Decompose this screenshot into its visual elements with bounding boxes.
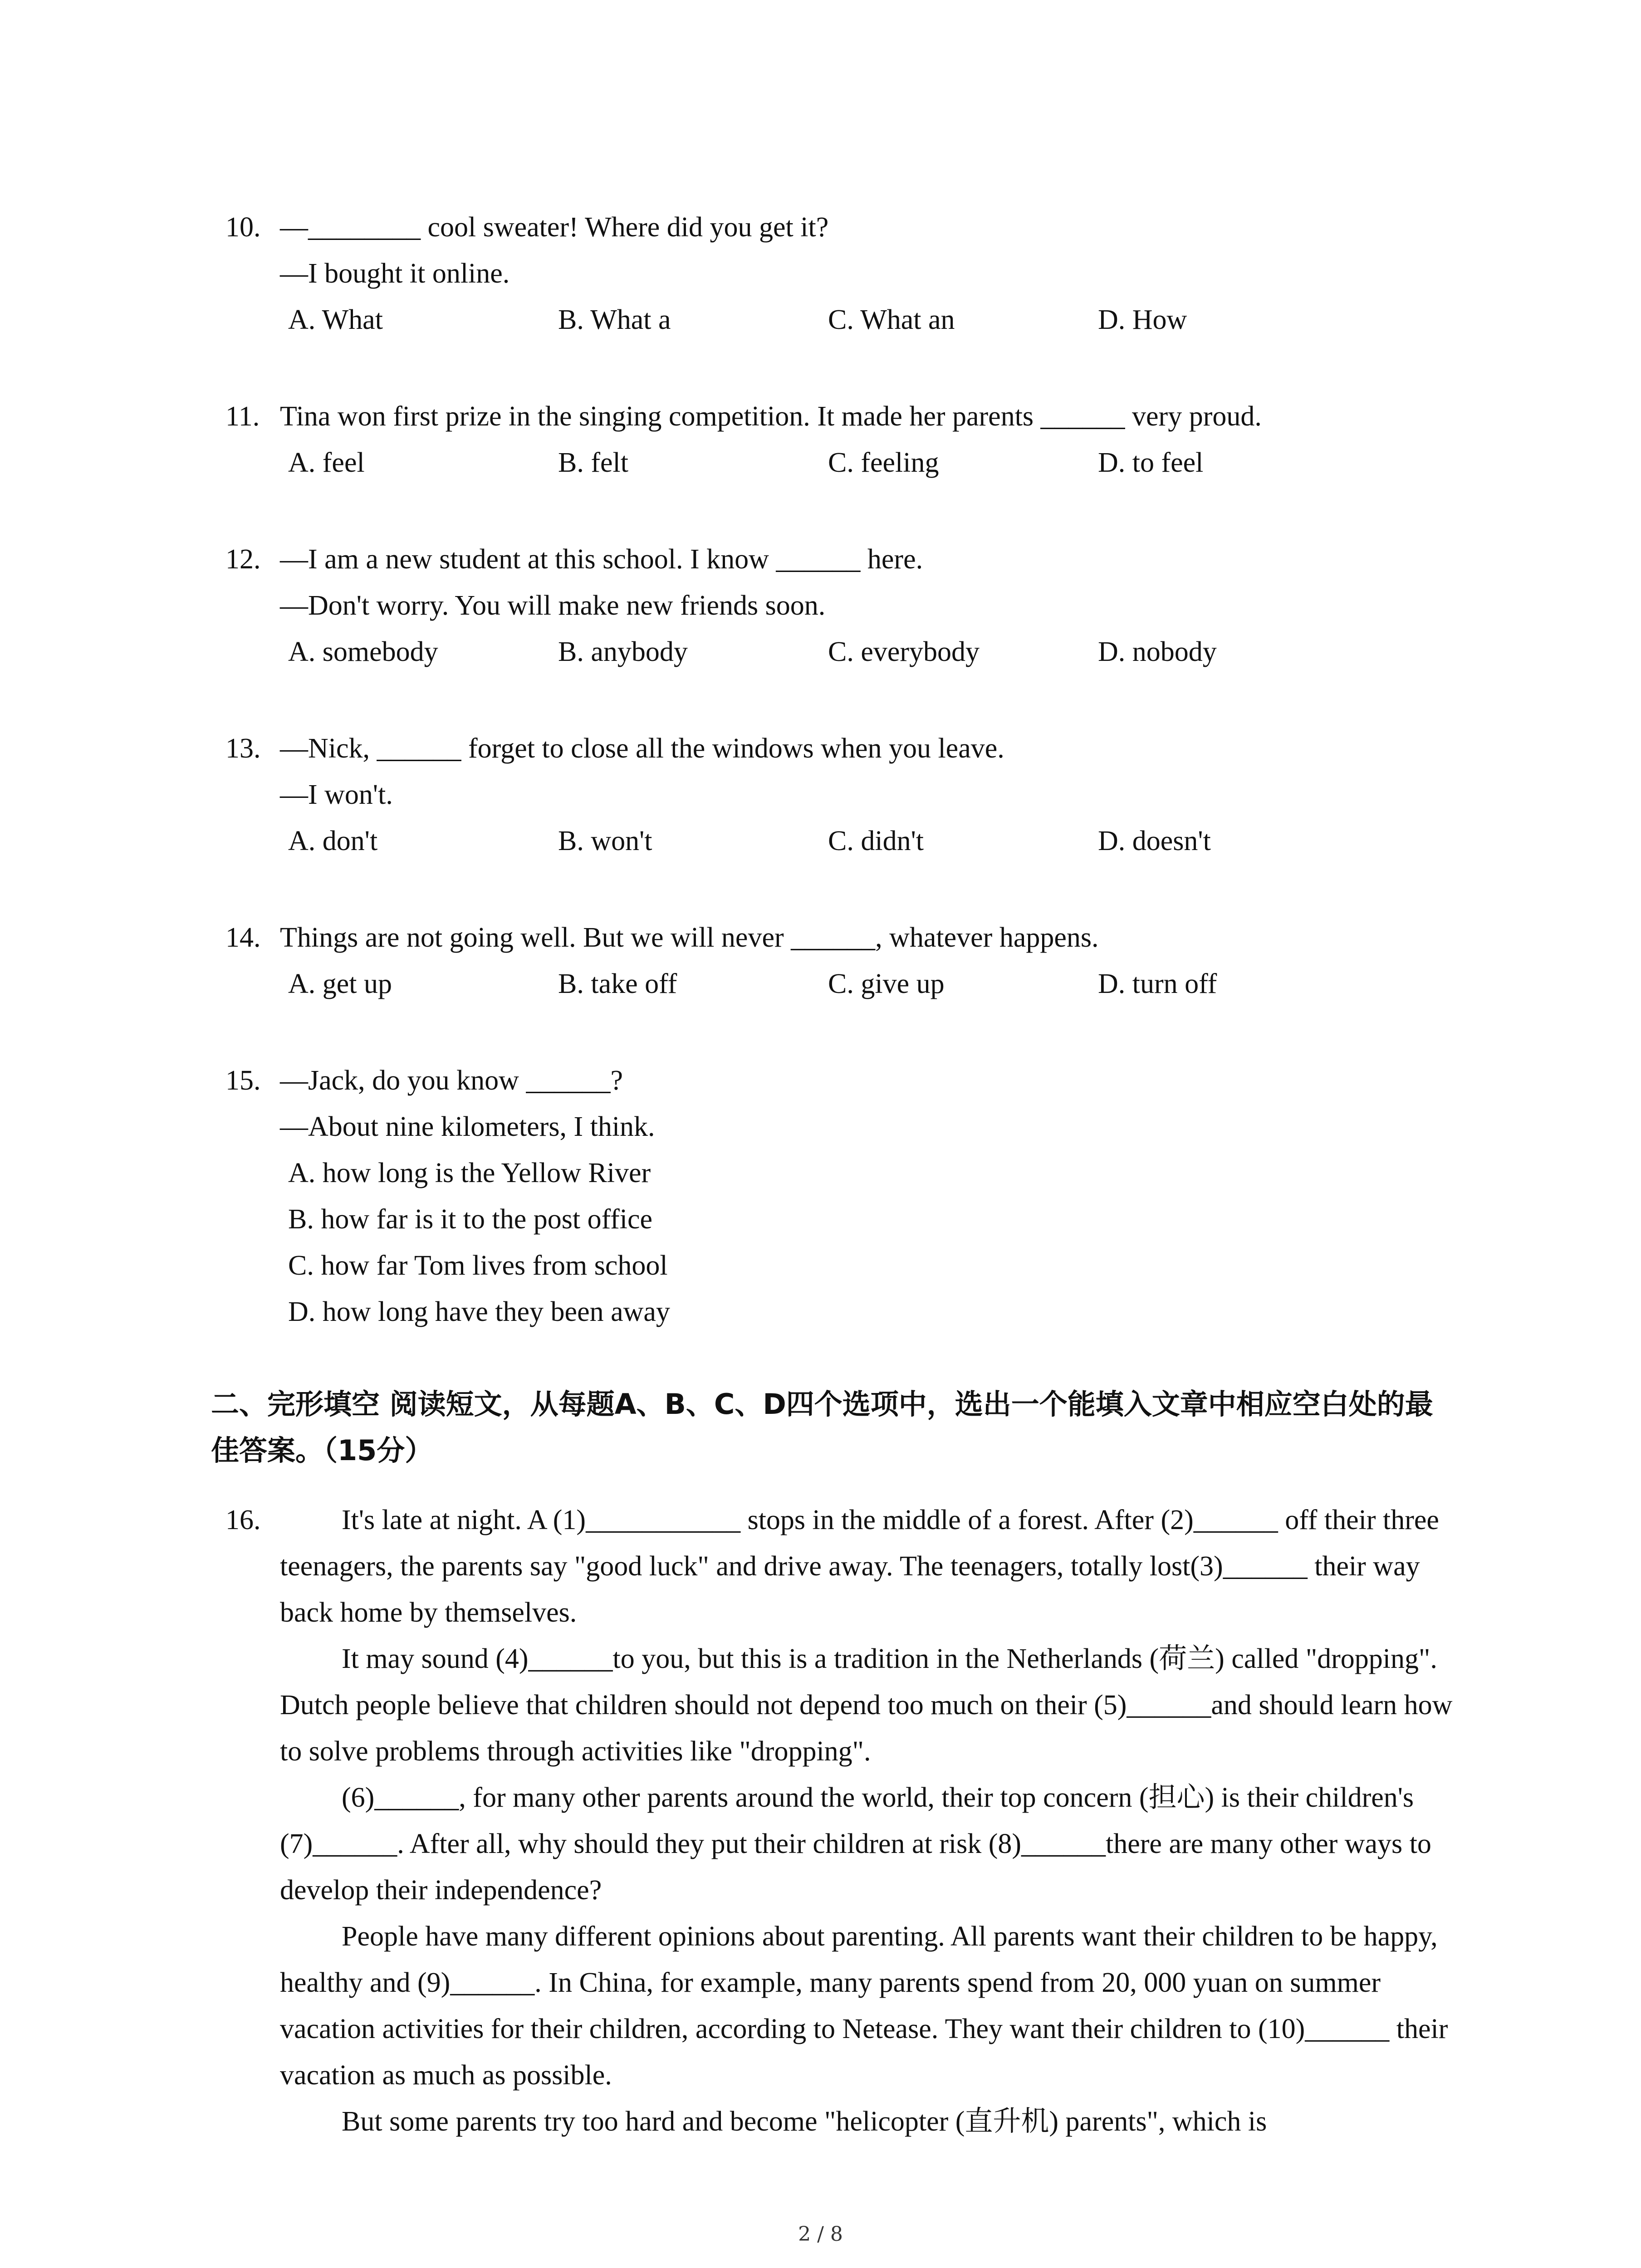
question-text: —I bought it online. — [280, 258, 510, 289]
question-number: 15. — [225, 1065, 261, 1096]
answer-options — [280, 629, 1641, 675]
question-text: Things are not going well. But we will never ______, whatever happens. — [280, 922, 1099, 953]
question-text: —I won't. — [280, 779, 393, 810]
answer-option: A. somebody — [288, 636, 438, 667]
question-number: 13. — [225, 733, 261, 764]
answer-option: D. nobody — [1098, 636, 1217, 667]
answer-option: C. how far Tom lives from school — [288, 1250, 668, 1281]
question-list — [0, 204, 1641, 1342]
answer-options — [280, 961, 1641, 1007]
question-number: 10. — [225, 212, 261, 243]
answer-option: C. What an — [828, 304, 955, 335]
page-number: 2 / 8 — [798, 2223, 843, 2246]
passage-paragraph: People have many different opinions about parenting. All parents want their children to be happy, healthy and (9)______. In China, for example, many parents spend from 20, 000 yuan on summer vacation activities for their children, according to Netease. They want their children to (10)______ their vacation as much as possible. — [280, 1921, 1448, 2091]
question-item — [0, 1057, 1641, 1335]
answer-option: B. take off — [558, 968, 677, 999]
answer-option: A. What — [288, 304, 383, 335]
question-item — [0, 204, 1641, 343]
answer-option: A. feel — [288, 447, 365, 478]
question-text: —Don't worry. You will make new friends soon. — [280, 590, 826, 621]
question-number: 14. — [225, 922, 261, 953]
answer-option: B. felt — [558, 447, 628, 478]
answer-option: D. how long have they been away — [288, 1296, 670, 1327]
question-text: Tina won first prize in the singing competition. It made her parents ______ very proud. — [280, 401, 1262, 432]
answer-option: C. everybody — [828, 636, 980, 667]
answer-option: A. get up — [288, 968, 392, 999]
question-item — [0, 393, 1641, 486]
answer-option: B. won't — [558, 826, 652, 856]
passage-paragraph: It may sound (4)______to you, but this is a tradition in the Netherlands (荷兰) called "dropping". Dutch people believe that children should not depend too much on their (5)______and should learn how to solve problems through activities like "dropping". — [280, 1643, 1453, 1767]
answer-option: B. how far is it to the post office — [288, 1204, 653, 1235]
answer-option: D. doesn't — [1098, 826, 1211, 856]
answer-option: A. how long is the Yellow River — [288, 1158, 651, 1188]
question-number: 11. — [225, 401, 260, 432]
answer-option: C. didn't — [828, 826, 924, 856]
answer-option: A. don't — [288, 826, 378, 856]
question-text: —I am a new student at this school. I know ______ here. — [280, 544, 923, 575]
question-number: 12. — [225, 544, 261, 575]
answer-option: D. to feel — [1098, 447, 1204, 478]
passage-paragraph: But some parents try too hard and become "helicopter (直升机) parents", which is — [342, 2106, 1267, 2137]
question-item — [0, 536, 1641, 675]
question-number: 16. — [225, 1505, 261, 1535]
question-item — [0, 725, 1641, 864]
question-text: —About nine kilometers, I think. — [280, 1111, 655, 1142]
answer-option: B. What a — [558, 304, 671, 335]
passage-paragraph: (6)______, for many other parents around the world, their top concern (担心) is their children's (7)______. After all, why should they put their children at risk (8)______there are many other ways to develop their independence? — [280, 1782, 1431, 1906]
answer-options — [280, 818, 1641, 864]
question-text: —Nick, ______ forget to close all the windows when you leave. — [280, 733, 1004, 764]
question-item — [0, 914, 1641, 1007]
section-title: 二、完形填空 阅读短文，从每题A、B、C、D四个选项中，选出一个能填入文章中相应空白处的最佳答案。（15分） — [211, 1388, 1433, 1467]
answer-option: C. give up — [828, 968, 945, 999]
answer-option: D. turn off — [1098, 968, 1217, 999]
answer-options — [280, 440, 1641, 486]
passage-paragraph: It's late at night. A (1)___________ stops in the middle of a forest. After (2)______ off their three teenagers, the parents say "good luck" and drive away. The teenagers, totally lost(3)______ their way back home by themselves. — [280, 1505, 1439, 1628]
answer-option: C. feeling — [828, 447, 939, 478]
answer-options — [280, 297, 1641, 343]
answer-option: D. How — [1098, 304, 1187, 335]
answer-option: B. anybody — [558, 636, 688, 667]
question-text: —Jack, do you know ______? — [280, 1065, 623, 1096]
cloze-body — [280, 1497, 1464, 2145]
question-text: —________ cool sweater! Where did you get it? — [280, 212, 829, 243]
